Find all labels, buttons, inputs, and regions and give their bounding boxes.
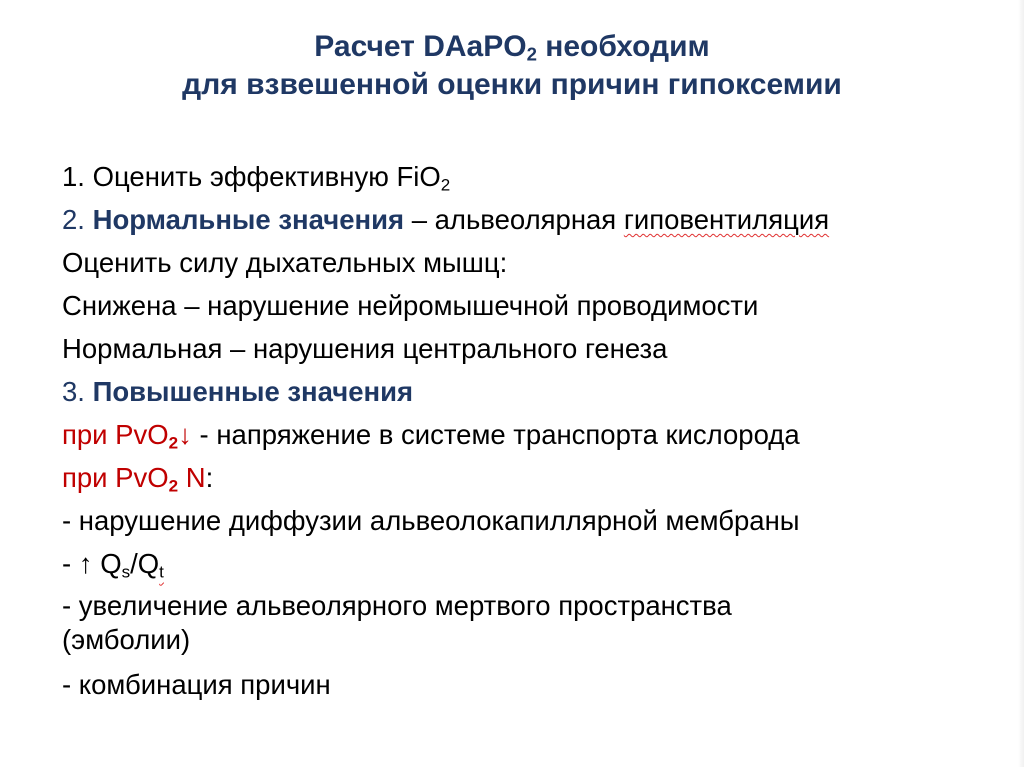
title-line-1: Расчет DAaPO$_2$ необходим [314,30,710,65]
list-item: 2. Нормальные значения – альвеолярная гиповентиляция [62,204,830,235]
list-item: - ↑ $Q_s/Q_t$ [62,548,164,582]
content-list [62,155,1002,706]
list-item: 1. Оценить эффективную FiO$_2$ [62,161,451,195]
down-arrow-icon: ↓ [178,419,192,450]
list-item: Нормальная – нарушения центрального генеза [62,333,668,364]
title-line-2: для взвешенной оценки причин гипоксемии [182,68,842,101]
list-item: 3. Повышенные значения [62,376,414,407]
list-item: - увеличение альвеолярного мертвого пространства [62,590,732,621]
list-item: Снижена – нарушение нейромышечной проводимости [62,290,759,321]
list-item: при PvO$_2$↓ - напряжение в системе транспорта кислорода [62,419,800,453]
list-item: при PvO$_2$ N: [62,462,214,496]
list-item-continuation: (эмболии) [62,624,191,655]
title-subscript: 2 [526,43,537,65]
slide-edge-shadow [1018,0,1024,767]
list-item: Оценить силу дыхательных мышц: [62,247,508,278]
spellcheck-word: гиповентиляция [623,204,830,235]
list-item: - комбинация причин [62,669,331,700]
list-item: - нарушение диффузии альвеолокапиллярной мембраны [62,505,800,536]
slide-title [0,28,1024,104]
